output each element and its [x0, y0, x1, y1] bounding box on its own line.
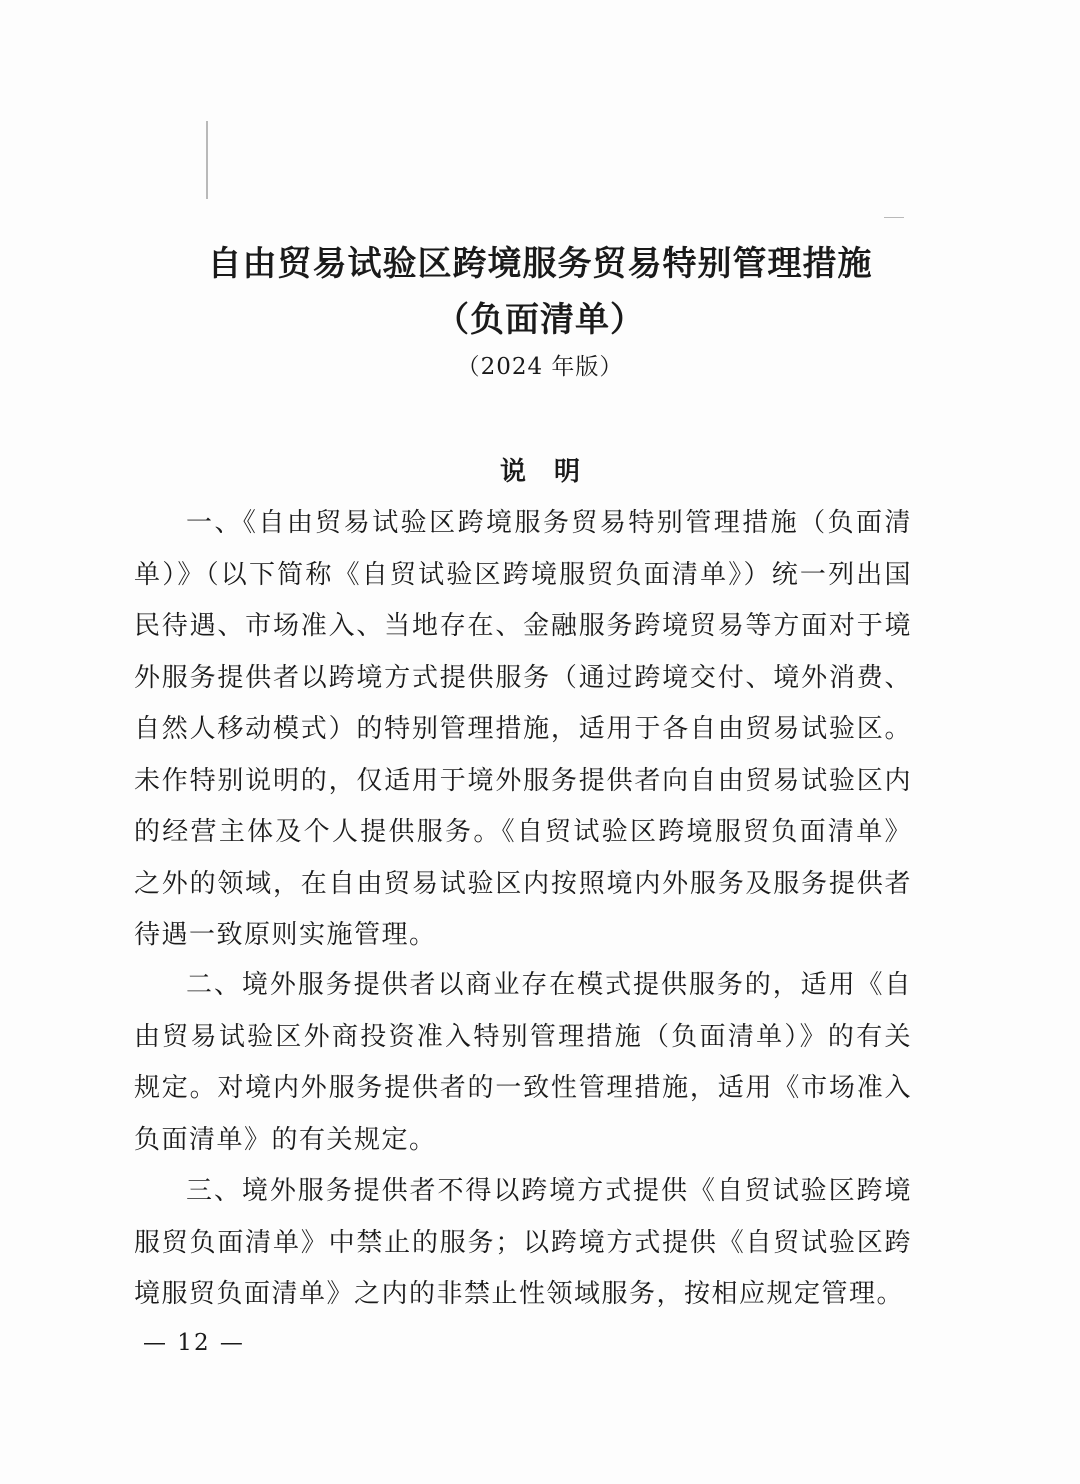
paragraph-3: 三、境外服务提供者不得以跨境方式提供《自贸试验区跨境服贸负面清单》中禁止的服务；以跨境方式提供《自贸试验区跨境服贸负面清单》之内的非禁止性领域服务，按相应规定管理。	[134, 1176, 912, 1309]
page-number: — 12 —	[143, 1330, 245, 1356]
edition-label: （2024 年版）	[456, 354, 624, 380]
section-heading: 说明	[499, 457, 608, 487]
scan-mark	[206, 121, 208, 199]
document-title: 自由贸易试验区跨境服务贸易特别管理措施	[207, 244, 873, 284]
scan-mark	[884, 217, 904, 218]
paragraph-1: 一、《自由贸易试验区跨境服务贸易特别管理措施（负面清单）》（以下简称《自贸试验区跨境服贸负面清单》）统一列出国民待遇、市场准入、当地存在、金融服务跨境贸易等方面对于境外服务提供者以跨境方式提供服务（通过跨境交付、境外消费、自然人移动模式）的特别管理措施，适用于各自由贸易试验区。未作特别说明的，仅适用于境外服务提供者向自由贸易试验区内的经营主体及个人提供服务。《自贸试验区跨境服贸负面清单》之外的领域，在自由贸易试验区内按照境内外服务及服务提供者待遇一致原则实施管理。	[134, 508, 912, 950]
document-subtitle: （负面清单）	[435, 300, 645, 340]
paragraph-2: 二、境外服务提供者以商业存在模式提供服务的，适用《自由贸易试验区外商投资准入特别管理措施（负面清单）》的有关规定。对境内外服务提供者的一致性管理措施，适用《市场准入负面清单》的有关规定。	[134, 970, 912, 1155]
